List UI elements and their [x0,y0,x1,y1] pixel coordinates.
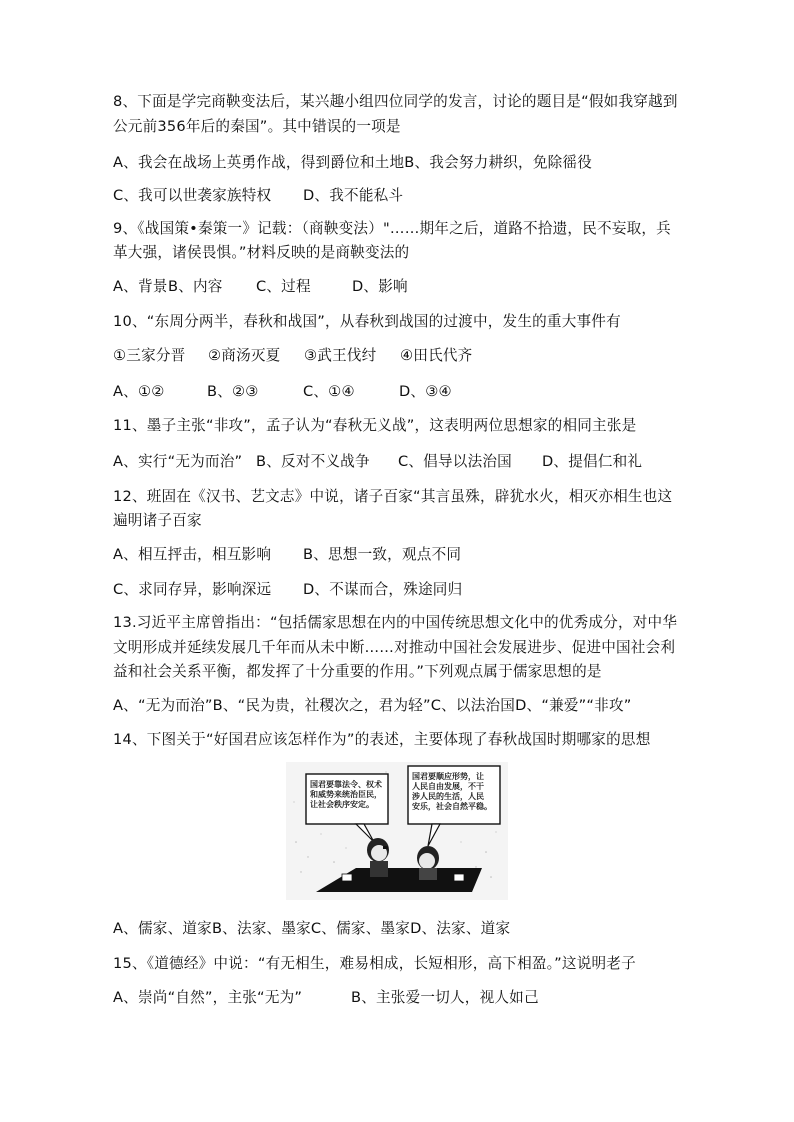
q11-option-d: D、提倡仁和礼 [542,453,643,470]
q10-item-1: ①三家分晋 [113,347,186,364]
q12-option-b: B、思想一致，观点不同 [303,546,462,563]
q8-option-d: D、我不能私斗 [303,187,404,204]
q15-options [113,988,539,1008]
q8-options-ab: A、我会在战场上英勇作战，得到爵位和土地B、我会努力耕织，免除徭役 [113,154,593,171]
q8-stem-line1: 8、下面是学完商鞅变法后，某兴趣小组四位同学的发言，讨论的题目是“假如我穿越到 [113,93,678,110]
q11-options [113,452,642,472]
q8-options-cd [113,186,403,206]
q14-stem: 14、下图关于“好国君应该怎样作为”的表述，主要体现了春秋战国时期哪家的思想 [113,731,651,748]
q10-option-a: A、①② [113,383,165,400]
bubble-right-line4: 安乐，社会自然平稳。 [412,802,492,811]
bubble-right-line3: 涉人民的生活，人民 [412,792,484,801]
bubble-left-text [310,780,382,810]
q12-option-d: D、不谋而合，殊途同归 [303,581,463,598]
q9-option-a: A、背景 [113,278,168,295]
bubble-left-line3: 让社会秩序安定。 [310,800,374,809]
q12-options-ab [113,545,461,565]
bubble-right-text [412,772,492,812]
q10-item-4: ④田氏代齐 [400,347,473,364]
q10-item-3: ③武王伐纣 [304,347,377,364]
q10-option-d: D、③④ [399,383,452,400]
bubble-left-line1: 国君要靠法令、权术 [310,780,382,789]
q15-option-b: B、主张爱一切人，视人如己 [351,989,539,1006]
q10-item-2: ②商汤灭夏 [208,347,281,364]
q12-option-c: C、求同存异，影响深远 [113,581,272,598]
q12-stem-line1: 12、班固在《汉书、艺文志》中说，诸子百家“其言虽殊，辟犹水火，相灭亦相生也这 [113,488,673,505]
bubble-right-line2: 人民自由发展，不干 [412,782,484,791]
q10-items [113,346,472,366]
q15-option-a: A、崇尚“自然”，主张“无为” [113,989,303,1006]
q10-options [113,382,452,402]
q8-option-c: C、我可以世袭家族特权 [113,187,272,204]
q12-options-cd [113,580,462,600]
right-figure [417,846,439,880]
q13-stem-line1: 13.习近平主席曾指出：“包括儒家思想在内的中国传统思想文化中的优秀成分，对中华 [113,614,678,631]
bubble-left-line2: 和威势来统治臣民， [310,790,382,799]
q11-option-b: B、反对不义战争 [256,453,370,470]
table-card-left [342,874,352,881]
q9-stem-line2: 革大强，诸侯畏惧。”材料反映的是商鞅变法的 [113,244,410,261]
q11-option-c: C、倡导以法治国 [398,453,512,470]
q12-stem-line2: 遍明诸子百家 [113,512,202,529]
left-figure [367,838,389,877]
bubble-right-line1: 国君要顺应形势，让 [412,772,484,781]
q13-stem-line2: 文明形成并延续发展几千年而从未中断……对推动中国社会发展进步、促进中国社会利 [113,639,676,656]
q10-option-c: C、①④ [303,383,355,400]
q13-options: A、“无为而治”B、“民为贵，社稷次之，君为轻”C、以法治国D、“兼爱”“非攻” [113,697,632,714]
q9-options [113,277,408,297]
q14-options: A、儒家、道家B、法家、墨家C、儒家、墨家D、法家、道家 [113,920,511,937]
table-card-right [454,874,464,881]
q9-stem-line1: 9、《战国策•秦策一》记载：（商鞅变法）"……期年之后，道路不拾遗，民不妄取，兵 [113,220,671,237]
q12-option-a: A、相互抨击，相互影响 [113,546,272,563]
q11-option-a: A、实行“无为而治” [113,453,243,470]
q15-stem: 15、《道德经》中说：“有无相生，难易相成，长短相形，高下相盈。”这说明老子 [113,955,636,972]
q9-option-c: C、过程 [256,278,311,295]
q9-option-b: B、内容 [168,278,223,295]
q8-stem-line2: 公元前356年后的秦国”。其中错误的一项是 [113,118,401,135]
q9-option-d: D、影响 [352,278,408,295]
q13-stem-line3: 益和社会关系平衡，都发挥了十分重要的作用。”下列观点属于儒家思想的是 [113,663,602,680]
q10-stem: 10、“东周分两半，春秋和战国”，从春秋到战国的过渡中，发生的重大事件有 [113,313,621,330]
q11-stem: 11、墨子主张“非攻”，孟子认为“春秋无义战”，这表明两位思想家的相同主张是 [113,417,637,434]
q10-option-b: B、②③ [207,383,259,400]
q14-cartoon [286,762,508,900]
